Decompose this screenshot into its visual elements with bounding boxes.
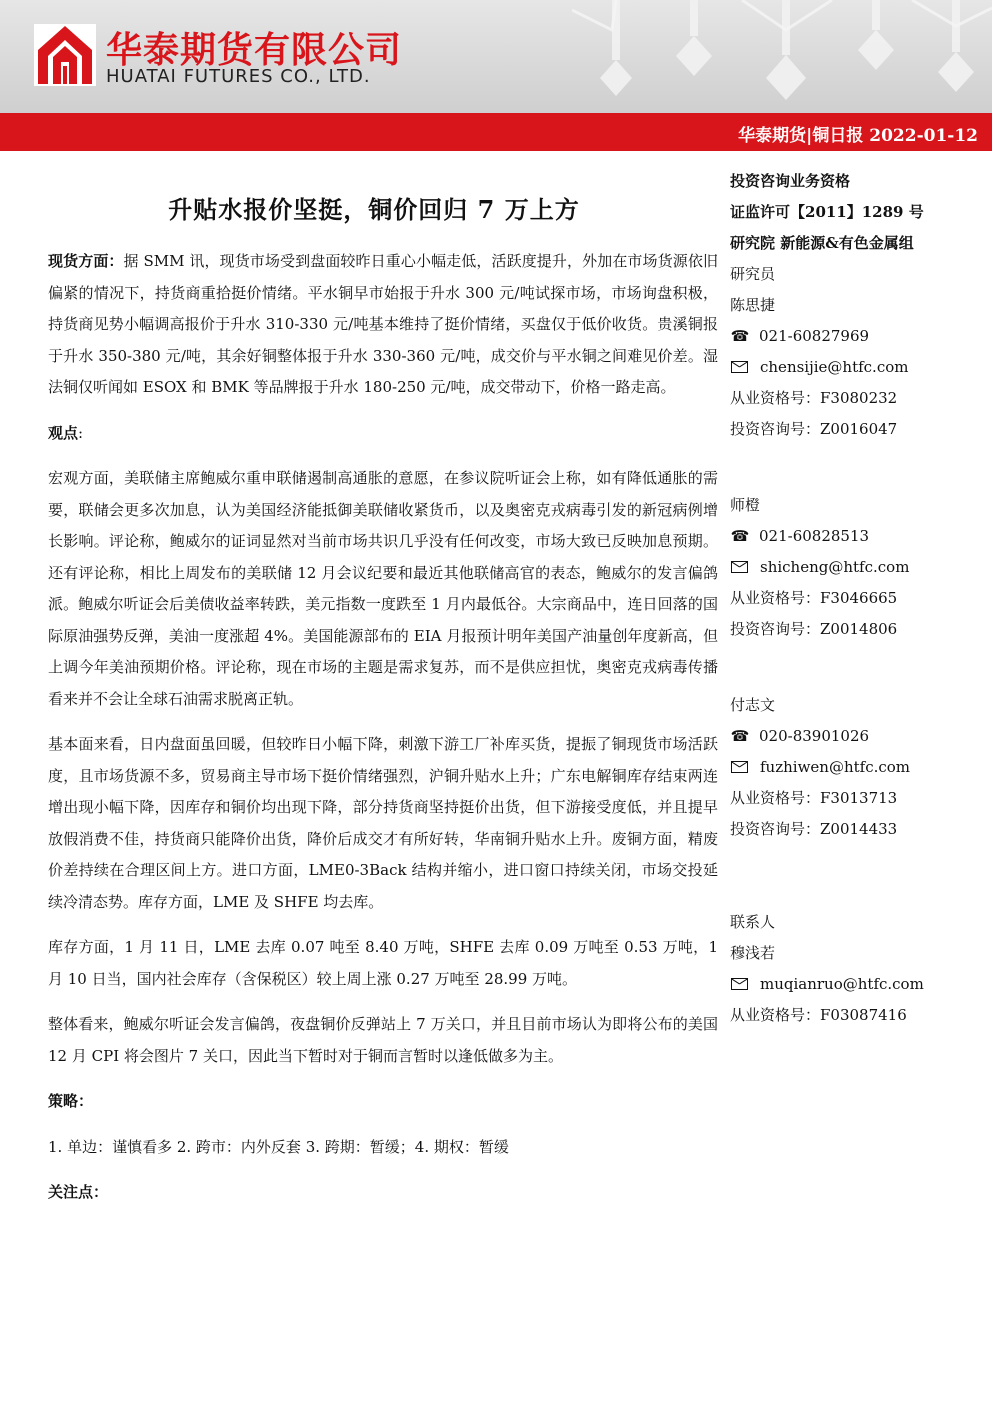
analyst-cert: 从业资格号：F3080232: [730, 389, 898, 407]
analyst-name: 师橙: [730, 496, 761, 514]
analyst-email[interactable]: fuzhiwen@htfc.com: [760, 758, 911, 776]
summary-paragraph: 整体看来，鲍威尔听证会发言偏鸽，夜盘铜价反弹站上 7 万关口，并且目前市场认为即将公布的美国 12 月 CPI 将会图片 7 关口，因此当下暂时对于铜而言暂时以逢低做多为主。: [48, 1015, 718, 1065]
strategy-heading: 策略：: [48, 1092, 94, 1110]
analyst-email[interactable]: shicheng@htfc.com: [760, 558, 910, 576]
contact-email-row[interactable]: [730, 969, 980, 1000]
report-body: [48, 246, 718, 1223]
phone-icon: ☎: [730, 727, 750, 745]
header-decoration: [572, 0, 992, 113]
analyst-email-row[interactable]: [730, 552, 980, 583]
analyst-phone-row: ☎ 021-60828513: [730, 521, 980, 552]
focus-heading: 关注点：: [48, 1183, 109, 1201]
report-tag-bar: [0, 113, 992, 151]
view-heading: 观点:: [48, 423, 84, 442]
company-name-cn: 华泰期货有限公司: [106, 30, 403, 71]
analyst-name: 付志文: [730, 696, 776, 714]
company-logo-icon: [34, 24, 96, 86]
analyst-advisory: 投资咨询号：Z0014806: [730, 620, 898, 638]
phone-icon: ☎: [730, 327, 750, 345]
report-header: [0, 0, 992, 113]
contact-email[interactable]: muqianruo@htfc.com: [760, 975, 924, 993]
contact-label: 联系人: [730, 913, 776, 931]
analyst-phone-row: ☎ 021-60827969: [730, 321, 980, 352]
spot-label: 现货方面: [48, 252, 109, 270]
spot-paragraph: 现货方面：据 SMM 讯，现货市场受到盘面较昨日重心小幅走低，活跃度提升，外加在市场货源依旧偏紧的情况下，持货商重拾挺价情绪。平水铜早市始报于升水 300 元/吨试探市场，市场询盘积极，持货商见势小幅调高报价于升水 310-330 元/吨基本维持了挺价情绪，买盘仅于低价收货。贵溪铜报于升水 350-380 元/吨，其余好铜整体报于升水 330-360 元/吨，成交价与平水铜之间难见价差。湿法铜仅听闻如 ESOX 和 BMK 等品牌报于升水 180-250 元/吨，成交带动下，价格一路走高。: [48, 252, 718, 396]
analyst-name: 陈思捷: [730, 296, 776, 314]
strategy-text: 1. 单边：谨慎看多 2. 跨市：内外反套 3. 跨期：暂缓；4. 期权：暂缓: [48, 1137, 509, 1156]
department: 研究院 新能源&有色金属组: [730, 234, 914, 252]
mail-icon: [731, 978, 748, 990]
mail-icon: [731, 561, 748, 573]
analyst-sidebar: [730, 166, 980, 1031]
analyst-advisory: 投资咨询号：Z0016047: [730, 420, 898, 438]
researcher-label: 研究员: [730, 265, 776, 283]
license-number: 证监许可【2011】1289 号: [730, 203, 924, 221]
fundamental-paragraph: 基本面来看，日内盘面虽回暖，但较昨日小幅下降，刺激下游工厂补库买货，提振了铜现货市场活跃度，且市场货源不多，贸易商主导市场下挺价情绪强烈，沪铜升贴水上升；广东电解铜库存结束两连增出现小幅下降，因库存和铜价均出现下降，部分持货商坚持挺价出货，但下游接受度低，并且提早放假消费不佳，持货商只能降价出货，降价后成交才有所好转，华南铜升贴水上升。废铜方面，精废价差持续在合理区间上方。进口方面，LME0-3Back 结构并缩小，进口窗口持续关闭，市场交投延续冷清态势。库存方面，LME 及 SHFE 均去库。: [48, 735, 718, 911]
analyst-email-row[interactable]: [730, 352, 980, 383]
mail-icon: [731, 361, 748, 373]
mail-icon: [731, 761, 748, 773]
qualification-title: 投资咨询业务资格: [730, 172, 851, 190]
analyst-email[interactable]: chensijie@htfc.com: [760, 358, 909, 376]
report-title: 升贴水报价坚挺，铜价回归 7 万上方: [168, 195, 580, 224]
analyst-cert: 从业资格号：F3013713: [730, 789, 898, 807]
analyst-email-row[interactable]: [730, 752, 980, 783]
contact-name: 穆浅若: [730, 944, 776, 962]
phone-icon: ☎: [730, 527, 750, 545]
macro-paragraph: 宏观方面，美联储主席鲍威尔重申联储遏制高通胀的意愿，在参议院听证会上称，如有降低通胀的需要，联储会更多次加息，认为美国经济能抵御美联储收紧货币，以及奥密克戎病毒引发的新冠病例增长影响。评论称，鲍威尔的证词显然对当前市场共识几乎没有任何改变，市场大致已反映加息预期。还有评论称，相比上周发布的美联储 12 月会议纪要和最近其他联储高官的表态，鲍威尔的发言偏鸽派。鲍威尔听证会后美债收益率转跌，美元指数一度跌至 1 月内最低谷。大宗商品中，连日回落的国际原油强势反弹，美油一度涨超 4%。美国能源部布的 EIA 月报预计明年美国产油量创年度新高，但上调今年美油预期价格。评论称，现在市场的主题是需求复苏，而不是供应担忧，奥密克戎病毒传播看来并不会让全球石油需求脱离正轨。: [48, 469, 718, 708]
inventory-paragraph: 库存方面，1 月 11 日，LME 去库 0.07 吨至 8.40 万吨，SHFE 去库 0.09 万吨至 0.53 万吨，1 月 10 日当，国内社会库存（含保税区）较上周上涨 0.27 万吨至 28.99 万吨。: [48, 938, 718, 988]
analyst-phone-row: ☎ 020-83901026: [730, 721, 980, 752]
analyst-cert: 从业资格号：F3046665: [730, 589, 898, 607]
spot-text: 据 SMM 讯，现货市场受到盘面较昨日重心小幅走低，活跃度提升，外加在市场货源依旧偏紧的情况下，持货商重拾挺价情绪。平水铜早市始报于升水 300 元/吨试探市场，市场询盘积极，持货商见势小幅调高报价于升水 310-330 元/吨基本维持了挺价情绪，买盘仅于低价收货。贵溪铜报于升水 350-380 元/吨，其余好铜整体报于升水 330-360 元/吨，成交价与平水铜之间难见价差。湿法铜仅听闻如 ESOX 和 BMK 等品牌报于升水 180-250 元/吨，成交带动下，价格一路走高。: [48, 252, 718, 396]
contact-cert: 从业资格号：F03087416: [730, 1006, 907, 1024]
analyst-advisory: 投资咨询号：Z0014433: [730, 820, 898, 838]
report-tag: 华泰期货|铜日报 2022-01-12: [738, 126, 978, 146]
company-name-en: HUATAI FUTURES CO., LTD.: [106, 66, 371, 87]
